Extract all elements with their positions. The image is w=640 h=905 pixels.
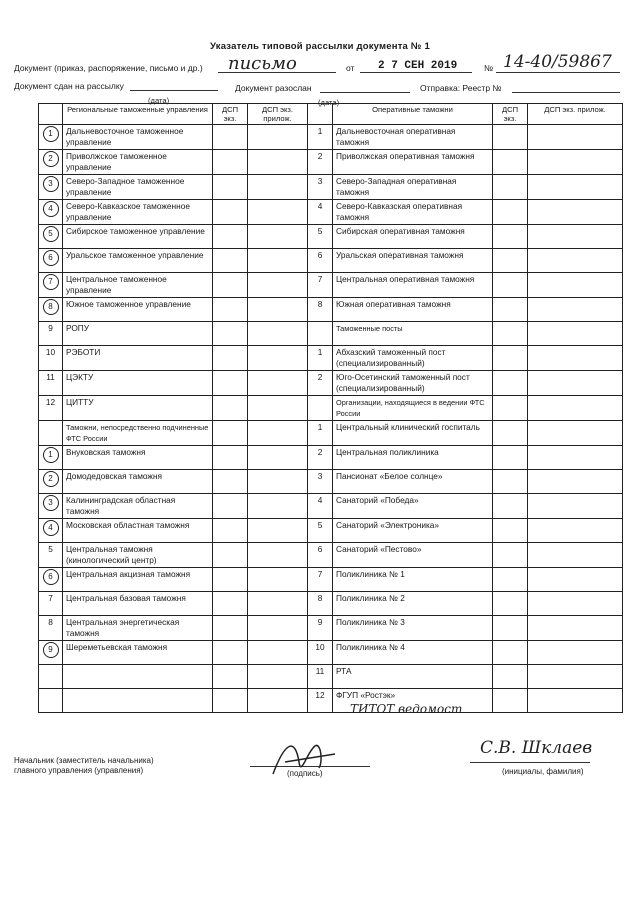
row-number: 10 (45, 347, 56, 357)
left-dsp-cell (213, 249, 248, 273)
right-dsp-cell (493, 371, 528, 396)
right-org-name: Поликлиника № 3 (333, 616, 493, 641)
circled-number: 2 (43, 151, 59, 167)
page-title: Указатель типовой рассылки документа № 1 (210, 41, 430, 52)
left-row-number (39, 175, 63, 200)
right-dsp-app-cell (528, 494, 623, 519)
header-regional: Региональные таможенные управления (63, 104, 213, 125)
right-row-number: 2 (308, 446, 333, 470)
right-dsp-cell (493, 665, 528, 689)
right-dsp-cell (493, 494, 528, 519)
left-org-name: Центральная энергетическая таможня (63, 616, 213, 641)
right-org-name: Организации, находящиеся в ведении ФТС России (333, 396, 493, 421)
left-row-number (39, 641, 63, 665)
right-org-name: Сибирская оперативная таможня (333, 225, 493, 249)
right-row-number: 8 (308, 298, 333, 322)
circled-number: 7 (43, 274, 59, 290)
left-row-number (39, 298, 63, 322)
left-dsp-app-cell (248, 470, 308, 494)
right-org-name: Северо-Западная оперативная таможня (333, 175, 493, 200)
right-row-number: 7 (308, 273, 333, 298)
table-row (39, 494, 623, 519)
left-org-name: Таможни, непосредственно подчиненные ФТС России (63, 421, 213, 446)
right-dsp-app-cell (528, 446, 623, 470)
right-dsp-app-cell (528, 543, 623, 568)
right-dsp-cell (493, 175, 528, 200)
right-org-name: Уральская оперативная таможня (333, 249, 493, 273)
left-org-name: Центральная акцизная таможня (63, 568, 213, 592)
left-dsp-cell (213, 641, 248, 665)
doc-type-label: Документ (приказ, распоряжение, письмо и др.) (14, 63, 203, 73)
right-dsp-app-cell (528, 396, 623, 421)
left-dsp-app-cell (248, 592, 308, 616)
left-dsp-cell (213, 616, 248, 641)
left-dsp-app-cell (248, 125, 308, 150)
table-row (39, 568, 623, 592)
circled-number: 1 (43, 126, 59, 142)
circled-number: 3 (43, 495, 59, 511)
right-dsp-app-cell (528, 371, 623, 396)
right-dsp-app-cell (528, 273, 623, 298)
number-label: № (484, 63, 494, 73)
signature-label: (подпись) (287, 769, 323, 778)
right-dsp-app-cell (528, 346, 623, 371)
right-dsp-cell (493, 150, 528, 175)
table-header-row (39, 104, 623, 125)
left-dsp-cell (213, 346, 248, 371)
doc-date-stamp: 2 7 СЕН 2019 (378, 60, 458, 72)
left-dsp-cell (213, 273, 248, 298)
left-dsp-cell (213, 421, 248, 446)
right-dsp-app-cell (528, 616, 623, 641)
table-row (39, 421, 623, 446)
row-number: 11 (46, 372, 55, 382)
left-dsp-cell (213, 470, 248, 494)
right-dsp-cell (493, 249, 528, 273)
left-dsp-cell (213, 225, 248, 249)
right-dsp-app-cell (528, 200, 623, 225)
left-dsp-app-cell (248, 446, 308, 470)
dispatch-underline (512, 92, 620, 93)
right-row-number: 6 (308, 543, 333, 568)
left-dsp-app-cell (248, 175, 308, 200)
right-dsp-cell (493, 568, 528, 592)
right-org-name: РТА (333, 665, 493, 689)
row-number: 7 (48, 593, 53, 603)
right-dsp-app-cell (528, 568, 623, 592)
right-row-number: 4 (308, 494, 333, 519)
right-dsp-app-cell (528, 421, 623, 446)
left-row-number (39, 371, 63, 396)
right-org-name: Пансионат «Белое солнце» (333, 470, 493, 494)
left-dsp-cell (213, 568, 248, 592)
right-row-number: 3 (308, 175, 333, 200)
left-row-number (39, 616, 63, 641)
table-row (39, 150, 623, 175)
number-underline (496, 72, 620, 73)
right-dsp-app-cell (528, 150, 623, 175)
sent-underline (320, 92, 410, 93)
left-org-name: Дальневосточное таможенное управление (63, 125, 213, 150)
header-dsp-right: ДСП экз. (493, 104, 528, 125)
left-dsp-app-cell (248, 346, 308, 371)
left-org-name: РЭБОТИ (63, 346, 213, 371)
left-dsp-app-cell (248, 371, 308, 396)
right-row-number: 5 (308, 225, 333, 249)
left-row-number (39, 273, 63, 298)
right-org-name: Санаторий «Электроника» (333, 519, 493, 543)
date-label-left: (дата) (148, 96, 170, 105)
table-row (39, 396, 623, 421)
row-number: 5 (48, 544, 53, 554)
left-org-name: Центральная таможня (кинологический центр) (63, 543, 213, 568)
right-row-number: 11 (308, 665, 333, 689)
circled-number: 1 (43, 447, 59, 463)
left-row-number (39, 322, 63, 346)
right-org-name: Центральный клинический госпиталь (333, 421, 493, 446)
left-dsp-cell (213, 543, 248, 568)
right-dsp-cell (493, 421, 528, 446)
distribution-table (38, 103, 623, 713)
right-org-name: Поликлиника № 2 (333, 592, 493, 616)
left-dsp-app-cell (248, 689, 308, 713)
table-row (39, 273, 623, 298)
left-org-name: Приволжское таможенное управление (63, 150, 213, 175)
table-row (39, 641, 623, 665)
left-row-number (39, 150, 63, 175)
right-dsp-cell (493, 125, 528, 150)
initials-label: (инициалы, фамилия) (502, 767, 584, 776)
submitted-underline (130, 90, 218, 91)
left-row-number (39, 446, 63, 470)
table-row (39, 322, 623, 346)
right-dsp-app-cell (528, 519, 623, 543)
doc-type-handwritten: письмо (228, 53, 297, 74)
circled-number: 6 (43, 569, 59, 585)
left-row-number (39, 421, 63, 446)
left-dsp-app-cell (248, 494, 308, 519)
table-row (39, 592, 623, 616)
handwritten-extra: ТИТОТ ведомост (350, 702, 463, 716)
table-row (39, 249, 623, 273)
circled-number: 3 (43, 176, 59, 192)
left-row-number (39, 346, 63, 371)
left-org-name: Центральная базовая таможня (63, 592, 213, 616)
left-org-name: РОПУ (63, 322, 213, 346)
table-row (39, 616, 623, 641)
left-dsp-app-cell (248, 150, 308, 175)
right-row-number: 5 (308, 519, 333, 543)
right-org-name: Приволжская оперативная таможня (333, 150, 493, 175)
left-dsp-app-cell (248, 249, 308, 273)
circled-number: 2 (43, 471, 59, 487)
left-row-number (39, 568, 63, 592)
left-dsp-cell (213, 371, 248, 396)
circled-number: 4 (43, 201, 59, 217)
right-dsp-cell (493, 273, 528, 298)
right-dsp-cell (493, 616, 528, 641)
left-org-name: Северо-Кавказское таможенное управление (63, 200, 213, 225)
circled-number: 9 (43, 642, 59, 658)
left-dsp-app-cell (248, 396, 308, 421)
right-dsp-cell (493, 298, 528, 322)
right-row-number: 1 (308, 421, 333, 446)
initials-handwritten: С.В. Шклаев (480, 738, 593, 758)
table-row (39, 689, 623, 713)
right-dsp-cell (493, 543, 528, 568)
left-dsp-cell (213, 665, 248, 689)
right-dsp-app-cell (528, 592, 623, 616)
right-dsp-cell (493, 200, 528, 225)
sent-label: Документ разослан (235, 83, 312, 93)
left-row-number (39, 592, 63, 616)
right-dsp-app-cell (528, 249, 623, 273)
left-org-name: Уральское таможенное управление (63, 249, 213, 273)
left-row-number (39, 494, 63, 519)
left-dsp-app-cell (248, 641, 308, 665)
left-dsp-cell (213, 592, 248, 616)
right-dsp-cell (493, 470, 528, 494)
left-dsp-cell (213, 446, 248, 470)
right-dsp-app-cell (528, 225, 623, 249)
right-dsp-app-cell (528, 175, 623, 200)
header-dsp-app: ДСП экз. прилож. (248, 104, 308, 125)
from-label: от (346, 63, 355, 73)
right-dsp-cell (493, 519, 528, 543)
position-label-2: главного управления (управления) (14, 766, 144, 775)
left-org-name (63, 665, 213, 689)
right-row-number: 9 (308, 616, 333, 641)
left-dsp-app-cell (248, 322, 308, 346)
left-row-number (39, 125, 63, 150)
left-dsp-app-cell (248, 421, 308, 446)
left-dsp-cell (213, 396, 248, 421)
table-row (39, 298, 623, 322)
right-org-name: Санаторий «Пестово» (333, 543, 493, 568)
row-number: 9 (48, 323, 53, 333)
right-dsp-cell (493, 396, 528, 421)
right-org-name: Северо-Кавказская оперативная таможня (333, 200, 493, 225)
right-dsp-app-cell (528, 470, 623, 494)
right-row-number: 4 (308, 200, 333, 225)
left-org-name: Домодедовская таможня (63, 470, 213, 494)
left-dsp-app-cell (248, 616, 308, 641)
right-org-name: Абхазский таможенный пост (специализированный) (333, 346, 493, 371)
table-row (39, 665, 623, 689)
right-row-number: 2 (308, 150, 333, 175)
right-row-number: 1 (308, 346, 333, 371)
date-label-right: (дата) (318, 98, 340, 107)
left-row-number (39, 249, 63, 273)
header-num-right (308, 104, 333, 125)
right-dsp-cell (493, 225, 528, 249)
table-row (39, 200, 623, 225)
table-row (39, 470, 623, 494)
left-org-name: Калининградская областная таможня (63, 494, 213, 519)
left-dsp-cell (213, 298, 248, 322)
table-row (39, 125, 623, 150)
left-dsp-cell (213, 689, 248, 713)
table-row (39, 446, 623, 470)
right-dsp-cell (493, 322, 528, 346)
submitted-label: Документ сдан на рассылку (14, 81, 124, 91)
left-org-name: Центральное таможенное управление (63, 273, 213, 298)
table-row (39, 543, 623, 568)
table-row (39, 175, 623, 200)
right-row-number: 12 (308, 689, 333, 713)
left-dsp-cell (213, 200, 248, 225)
right-dsp-app-cell (528, 665, 623, 689)
right-row-number: 6 (308, 249, 333, 273)
right-dsp-cell (493, 641, 528, 665)
left-row-number (39, 396, 63, 421)
row-number: 8 (48, 617, 53, 627)
left-dsp-cell (213, 125, 248, 150)
right-org-name: Поликлиника № 1 (333, 568, 493, 592)
right-org-name: Таможенные посты (333, 322, 493, 346)
table-row (39, 225, 623, 249)
left-org-name: Шереметьевская таможня (63, 641, 213, 665)
left-row-number (39, 225, 63, 249)
left-org-name: ЦЭКТУ (63, 371, 213, 396)
left-org-name: ЦИТТУ (63, 396, 213, 421)
row-number: 12 (45, 397, 56, 407)
left-row-number (39, 519, 63, 543)
left-dsp-app-cell (248, 568, 308, 592)
left-row-number (39, 470, 63, 494)
left-org-name: Внуковская таможня (63, 446, 213, 470)
right-org-name: Юго-Осетинский таможенный пост (специализированный) (333, 371, 493, 396)
right-row-number (308, 322, 333, 346)
circled-number: 5 (43, 226, 59, 242)
initials-line (470, 762, 590, 763)
header-num (39, 104, 63, 125)
right-dsp-cell (493, 592, 528, 616)
right-org-name: Центральная оперативная таможня (333, 273, 493, 298)
left-org-name (63, 689, 213, 713)
circled-number: 8 (43, 299, 59, 315)
right-dsp-cell (493, 689, 528, 713)
right-row-number: 2 (308, 371, 333, 396)
right-row-number: 3 (308, 470, 333, 494)
right-row-number: 8 (308, 592, 333, 616)
position-label-1: Начальник (заместитель начальника) (14, 756, 154, 765)
table-row (39, 346, 623, 371)
circled-number: 4 (43, 520, 59, 536)
right-org-name: ФГУП «Ростэк» (333, 689, 493, 713)
right-org-name: Санаторий «Победа» (333, 494, 493, 519)
right-dsp-cell (493, 446, 528, 470)
dispatch-label: Отправка: Реестр № (420, 83, 502, 93)
left-dsp-app-cell (248, 225, 308, 249)
table-row (39, 371, 623, 396)
right-org-name: Поликлиника № 4 (333, 641, 493, 665)
left-dsp-app-cell (248, 665, 308, 689)
right-org-name: Центральная поликлиника (333, 446, 493, 470)
right-dsp-app-cell (528, 689, 623, 713)
right-dsp-app-cell (528, 125, 623, 150)
left-dsp-app-cell (248, 273, 308, 298)
right-row-number: 7 (308, 568, 333, 592)
left-org-name: Южное таможенное управление (63, 298, 213, 322)
left-row-number (39, 543, 63, 568)
left-org-name: Северо-Западное таможенное управление (63, 175, 213, 200)
left-dsp-app-cell (248, 200, 308, 225)
header-dsp-app-right: ДСП экз. прилож. (528, 104, 623, 125)
left-row-number (39, 665, 63, 689)
left-dsp-cell (213, 322, 248, 346)
table-row (39, 519, 623, 543)
date-underline (360, 72, 472, 73)
right-org-name: Южная оперативная таможня (333, 298, 493, 322)
header-operative: Оперативные таможни (333, 104, 493, 125)
left-dsp-app-cell (248, 543, 308, 568)
right-row-number: 10 (308, 641, 333, 665)
right-row-number (308, 396, 333, 421)
right-dsp-app-cell (528, 641, 623, 665)
doc-number-handwritten: 14-40/59867 (503, 52, 612, 72)
right-org-name: Дальневосточная оперативная таможня (333, 125, 493, 150)
left-dsp-cell (213, 175, 248, 200)
left-dsp-cell (213, 150, 248, 175)
right-dsp-app-cell (528, 322, 623, 346)
left-dsp-cell (213, 494, 248, 519)
left-dsp-cell (213, 519, 248, 543)
right-dsp-cell (493, 346, 528, 371)
header-dsp: ДСП экз. (213, 104, 248, 125)
left-dsp-app-cell (248, 298, 308, 322)
circled-number: 6 (43, 250, 59, 266)
right-row-number: 1 (308, 125, 333, 150)
left-row-number (39, 689, 63, 713)
left-dsp-app-cell (248, 519, 308, 543)
right-dsp-app-cell (528, 298, 623, 322)
left-org-name: Московская областная таможня (63, 519, 213, 543)
left-row-number (39, 200, 63, 225)
left-org-name: Сибирское таможенное управление (63, 225, 213, 249)
